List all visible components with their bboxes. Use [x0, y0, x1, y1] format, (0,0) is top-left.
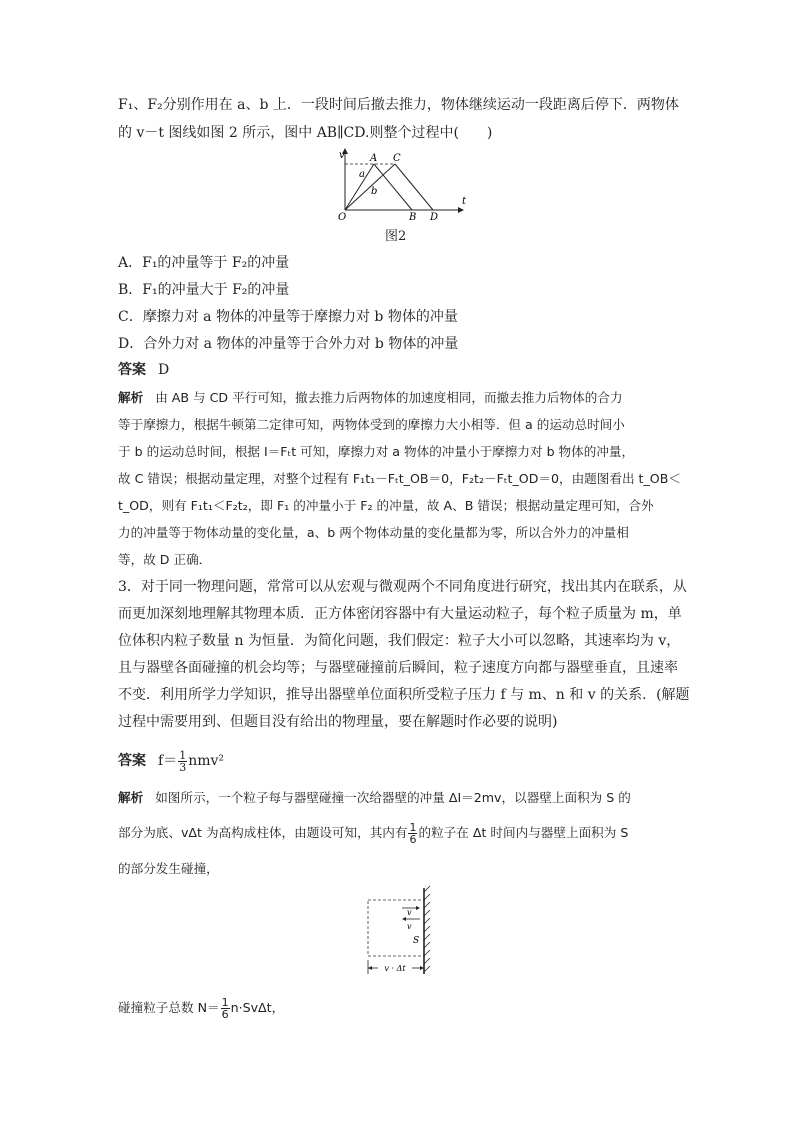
- fig2-label-A: A: [370, 153, 378, 164]
- analysis-1-line-3: 于 b 的运动总时间，根据 I＝Fₜt 可知，摩擦力对 a 物体的冲量小于摩擦力对 b 物体的冲量，: [118, 444, 635, 459]
- analysis-2-den: 6: [409, 833, 417, 846]
- option-a: A．F₁的冲量等于 F₂的冲量: [118, 255, 290, 271]
- fig2-label-C: C: [393, 153, 401, 164]
- fig2-label-t: t: [462, 196, 467, 207]
- analysis-2-label: 解析: [118, 790, 144, 805]
- analysis-1-line-1: [118, 389, 623, 407]
- analysis-1-line-6: 力的冲量等于物体动量的变化量，a、b 两个物体动量的变化量都为零，所以合外力的冲量相: [118, 525, 629, 540]
- analysis-1-line-4: 故 C 错误；根据动量定理，对整个过程有 F₁t₁－Fₜt_OB＝0，F₂t₂－Fₜt_OD＝0，由题图看出 t_OB＜: [118, 471, 681, 486]
- fig2-label-B: B: [409, 212, 417, 222]
- question-3-line-1: 3．对于同一物理问题，常常可以从宏观与微观两个不同角度进行研究，找出其内在联系，从: [118, 579, 687, 595]
- answer-2: [118, 746, 224, 776]
- question-3-line-3: 位体积内粒子数量 n 为恒量．为简化问题，我们假定：粒子大小可以忽略，其速率均为 v，: [118, 633, 681, 649]
- fig3-area-S: S: [413, 936, 420, 946]
- question-3-line-4: 且与器壁各面碰撞的机会均等；与器壁碰撞前后瞬间，粒子速度方向都与器壁垂直，且速率: [118, 660, 678, 676]
- question-3-line-5: 不变．利用所学力学知识，推导出器壁单位面积所受粒子压力 f 与 m、n 和 v 的关系．(解题: [118, 687, 690, 703]
- count-fraction: [221, 997, 230, 1020]
- answer-2-label: 答案: [118, 753, 146, 769]
- answer-2-num: 1: [179, 748, 187, 762]
- fig2-label-a: a: [359, 169, 365, 180]
- answer-2-pre: f＝: [158, 753, 178, 769]
- count-den: 6: [221, 1008, 229, 1021]
- vt-graph-figure: [330, 146, 470, 222]
- option-d: D．合外力对 a 物体的冲量等于合外力对 b 物体的冲量: [118, 336, 459, 352]
- analysis-2-text-2a: 部分为底、vΔt 为高构成柱体，由题设可知，其内有: [118, 825, 408, 840]
- count-pre: 碰撞粒子总数 N＝: [118, 1000, 220, 1015]
- question-intro-line-1: F₁、F₂分别作用在 a、b 上．一段时间后撤去推力，物体继续运动一段距离后停下．两物体: [118, 97, 679, 113]
- analysis-1-line-5: t_OD，则有 F₁t₁＜F₂t₂，即 F₁ 的冲量小于 F₂ 的冲量，故 A、B 错误；根据动量定理可知，合外: [118, 498, 654, 513]
- fig2-label-O: O: [338, 212, 347, 222]
- count-num: 1: [221, 996, 229, 1009]
- fig3-velocity-out: v: [407, 922, 412, 931]
- fig2-label-b: b: [371, 186, 378, 197]
- fig2-label-v: v: [339, 150, 345, 161]
- analysis-1-line-2: 等于摩擦力，根据牛顿第二定律可知，两物体受到的摩擦力大小相等．但 a 的运动总时间小: [118, 417, 625, 432]
- count-formula: [118, 993, 284, 1023]
- option-c: C．摩擦力对 a 物体的冲量等于摩擦力对 b 物体的冲量: [118, 309, 458, 325]
- fig3-velocity-in: v: [407, 908, 412, 917]
- analysis-2-text-2b: 的粒子在 Δt 时间内与器壁上面积为 S: [418, 825, 629, 840]
- question-3-line-2: 而更加深刻地理解其物理本质．正方体密闭容器中有大量运动粒子，每个粒子质量为 m，单: [118, 606, 682, 622]
- answer-1: [118, 361, 169, 379]
- answer-1-value: D: [158, 362, 170, 378]
- question-3-line-6: 过程中需要用到、但题目没有给出的物理量，要在解题时作必要的说明): [118, 714, 558, 730]
- count-post: n·SvΔt，: [230, 1000, 285, 1015]
- analysis-1-text-1: 由 AB 与 CD 平行可知，撤去推力后两物体的加速度相同，而撤去推力后物体的合力: [155, 390, 623, 405]
- analysis-2-num: 1: [409, 821, 417, 834]
- fig3-width-label: v · Δt: [384, 964, 406, 973]
- answer-1-label: 答案: [118, 362, 146, 378]
- option-b: B．F₁的冲量大于 F₂的冲量: [118, 282, 290, 298]
- analysis-2-text-1: 如图所示，一个粒子每与器壁碰撞一次给器壁的冲量 ΔI＝2mv，以器壁上面积为 S 的: [155, 790, 631, 805]
- fig2-caption: 图2: [385, 229, 407, 244]
- answer-2-fraction: [178, 750, 187, 773]
- answer-2-den: 3: [179, 760, 187, 774]
- question-intro-line-2: 的 v－t 图线如图 2 所示，图中 AB∥CD.则整个过程中( ): [118, 125, 493, 141]
- analysis-2-line-3: 的部分发生碰撞，: [118, 861, 219, 876]
- analysis-1-label: 解析: [118, 390, 144, 405]
- analysis-2-fraction: [408, 822, 417, 845]
- analysis-2-line-1: [118, 789, 631, 807]
- fig2-label-D: D: [430, 212, 439, 222]
- analysis-2-line-2: [118, 818, 628, 848]
- answer-2-post: nmv²: [188, 753, 225, 769]
- analysis-1-line-7: 等，故 D 正确．: [118, 552, 212, 567]
- container-wall-figure: [336, 882, 436, 982]
